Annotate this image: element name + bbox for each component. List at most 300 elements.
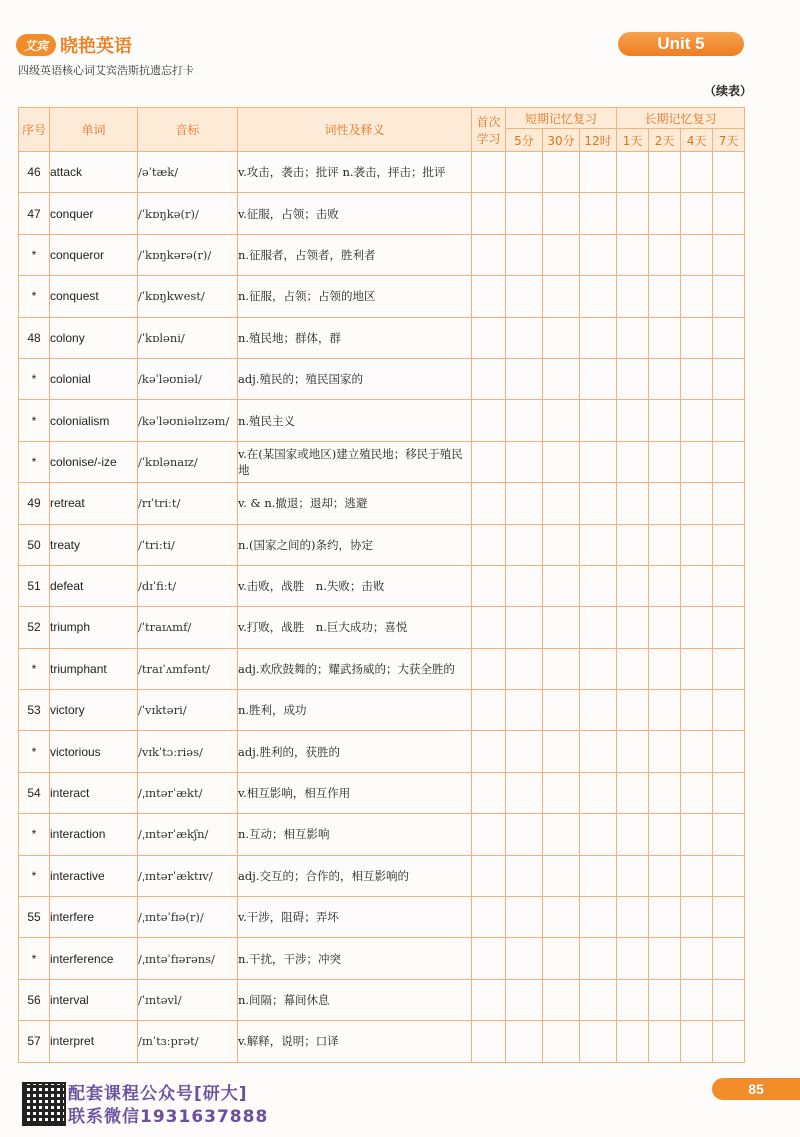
checkin-cell[interactable]: [649, 938, 681, 979]
row-word: attack: [50, 152, 138, 193]
row-number: 56: [19, 979, 50, 1020]
checkin-cell[interactable]: [543, 234, 580, 275]
checkin-cell[interactable]: [713, 607, 745, 648]
checkin-cell[interactable]: [617, 483, 649, 524]
checkin-cell[interactable]: [649, 234, 681, 275]
col-seq-header: 序号: [19, 108, 50, 152]
checkin-cell[interactable]: [649, 814, 681, 855]
col-short-term-header: 短期记忆复习: [506, 108, 617, 129]
row-number: 57: [19, 1021, 50, 1062]
checkin-cell[interactable]: [543, 358, 580, 399]
row-number: 51: [19, 565, 50, 606]
checkin-cell[interactable]: [506, 897, 543, 938]
row-word: interval: [50, 979, 138, 1020]
checkin-cell[interactable]: [543, 690, 580, 731]
checkin-cell[interactable]: [506, 607, 543, 648]
checkin-cell[interactable]: [713, 731, 745, 772]
checkin-cell[interactable]: [580, 524, 617, 565]
checkin-cell[interactable]: [649, 441, 681, 482]
checkin-cell[interactable]: [580, 814, 617, 855]
checkin-cell[interactable]: [617, 731, 649, 772]
checkin-cell[interactable]: [713, 565, 745, 606]
checkin-cell[interactable]: [649, 1021, 681, 1062]
row-word: colony: [50, 317, 138, 358]
checkin-cell[interactable]: [543, 855, 580, 896]
checkin-cell[interactable]: [506, 234, 543, 275]
row-number: 49: [19, 483, 50, 524]
checkin-cell[interactable]: [543, 483, 580, 524]
checkin-cell[interactable]: [543, 565, 580, 606]
checkin-cell[interactable]: [543, 607, 580, 648]
row-number: 54: [19, 772, 50, 813]
checkin-cell[interactable]: [713, 400, 745, 441]
checkin-cell[interactable]: [580, 317, 617, 358]
row-number: 52: [19, 607, 50, 648]
checkin-cell[interactable]: [472, 234, 506, 275]
checkin-cell[interactable]: [681, 607, 713, 648]
checkin-cell[interactable]: [713, 648, 745, 689]
checkin-cell[interactable]: [580, 152, 617, 193]
checkin-cell[interactable]: [472, 731, 506, 772]
checkin-cell[interactable]: [649, 565, 681, 606]
table-row: [19, 855, 745, 896]
checkin-cell[interactable]: [617, 193, 649, 234]
checkin-cell[interactable]: [681, 855, 713, 896]
row-number: *: [19, 358, 50, 399]
checkin-cell[interactable]: [506, 1021, 543, 1062]
checkin-cell[interactable]: [713, 814, 745, 855]
row-word: victorious: [50, 731, 138, 772]
row-phonetic: /ˈtriːti/: [138, 524, 238, 565]
footer-promo-line1: 配套课程公众号[研大]: [68, 1084, 248, 1104]
page-subtitle: 四级英语核心词艾宾浩斯抗遗忘打卡: [18, 64, 194, 77]
checkin-cell[interactable]: [543, 193, 580, 234]
table-row: [19, 193, 745, 234]
checkin-cell[interactable]: [681, 400, 713, 441]
checkin-cell[interactable]: [681, 648, 713, 689]
table-row: [19, 152, 745, 193]
checkin-cell[interactable]: [543, 441, 580, 482]
checkin-cell[interactable]: [649, 276, 681, 317]
checkin-cell[interactable]: [472, 441, 506, 482]
checkin-cell[interactable]: [580, 938, 617, 979]
checkin-cell[interactable]: [617, 897, 649, 938]
row-phonetic: /ˈɪntəvl/: [138, 979, 238, 1020]
checkin-cell[interactable]: [649, 731, 681, 772]
checkin-cell[interactable]: [681, 193, 713, 234]
checkin-cell[interactable]: [506, 483, 543, 524]
checkin-cell[interactable]: [617, 524, 649, 565]
checkin-cell[interactable]: [713, 193, 745, 234]
checkin-cell[interactable]: [580, 607, 617, 648]
checkin-cell[interactable]: [472, 483, 506, 524]
table-row: [19, 400, 745, 441]
checkin-cell[interactable]: [649, 690, 681, 731]
checkin-cell[interactable]: [472, 152, 506, 193]
checkin-cell[interactable]: [681, 814, 713, 855]
checkin-cell[interactable]: [580, 1021, 617, 1062]
row-phonetic: /traɪˈʌmfənt/: [138, 648, 238, 689]
interval-5min: 5分: [506, 129, 543, 152]
row-number: *: [19, 648, 50, 689]
interval-2day: 2天: [649, 129, 681, 152]
row-phonetic: /kəˈləʊniəl/: [138, 358, 238, 399]
checkin-cell[interactable]: [681, 690, 713, 731]
row-definition: v.征服，占领；击败: [238, 193, 472, 234]
vocab-table: [18, 107, 745, 1063]
checkin-cell[interactable]: [681, 234, 713, 275]
row-phonetic: /ˈtraɪʌmf/: [138, 607, 238, 648]
checkin-cell[interactable]: [472, 400, 506, 441]
checkin-cell[interactable]: [649, 152, 681, 193]
checkin-cell[interactable]: [472, 524, 506, 565]
row-word: conquest: [50, 276, 138, 317]
row-word: retreat: [50, 483, 138, 524]
checkin-cell[interactable]: [472, 193, 506, 234]
row-definition: n.征服者，占领者，胜利者: [238, 234, 472, 275]
checkin-cell[interactable]: [649, 855, 681, 896]
row-definition: n.胜利，成功: [238, 690, 472, 731]
table-row: [19, 483, 745, 524]
col-phonetic-header: 音标: [138, 108, 238, 152]
checkin-cell[interactable]: [580, 400, 617, 441]
checkin-cell[interactable]: [649, 648, 681, 689]
row-word: colonialism: [50, 400, 138, 441]
checkin-cell[interactable]: [506, 979, 543, 1020]
checkin-cell[interactable]: [543, 814, 580, 855]
table-row: [19, 897, 745, 938]
checkin-cell[interactable]: [506, 276, 543, 317]
table-row: [19, 938, 745, 979]
row-definition: n.(国家之间的)条约，协定: [238, 524, 472, 565]
row-phonetic: /ˈkɒŋkərə(r)/: [138, 234, 238, 275]
interval-12h: 12时: [580, 129, 617, 152]
row-word: colonise/-ize: [50, 441, 138, 482]
checkin-cell[interactable]: [472, 855, 506, 896]
checkin-cell[interactable]: [681, 772, 713, 813]
row-phonetic: /rɪˈtriːt/: [138, 483, 238, 524]
checkin-cell[interactable]: [713, 938, 745, 979]
checkin-cell[interactable]: [681, 317, 713, 358]
checkin-cell[interactable]: [543, 938, 580, 979]
checkin-cell[interactable]: [617, 690, 649, 731]
checkin-cell[interactable]: [506, 855, 543, 896]
row-phonetic: /ˌɪntərˈæktɪv/: [138, 855, 238, 896]
checkin-cell[interactable]: [506, 152, 543, 193]
checkin-cell[interactable]: [617, 938, 649, 979]
checkin-cell[interactable]: [617, 317, 649, 358]
row-definition: adj.胜利的，获胜的: [238, 731, 472, 772]
row-number: *: [19, 731, 50, 772]
checkin-cell[interactable]: [580, 441, 617, 482]
checkin-cell[interactable]: [580, 358, 617, 399]
checkin-cell[interactable]: [543, 524, 580, 565]
checkin-cell[interactable]: [681, 152, 713, 193]
row-phonetic: /ˌɪntərˈækt/: [138, 772, 238, 813]
table-row: [19, 276, 745, 317]
checkin-cell[interactable]: [543, 1021, 580, 1062]
row-number: *: [19, 855, 50, 896]
row-definition: v.攻击，袭击；批评 n.袭击，抨击；批评: [238, 152, 472, 193]
row-phonetic: /ˌɪntərˈækʃn/: [138, 814, 238, 855]
checkin-cell[interactable]: [580, 897, 617, 938]
row-definition: n.殖民主义: [238, 400, 472, 441]
row-phonetic: /ˌɪntəˈfɪə(r)/: [138, 897, 238, 938]
row-word: triumph: [50, 607, 138, 648]
checkin-cell[interactable]: [580, 690, 617, 731]
row-phonetic: /vɪkˈtɔːriəs/: [138, 731, 238, 772]
row-definition: v.干涉，阻碍；弄坏: [238, 897, 472, 938]
checkin-cell[interactable]: [506, 317, 543, 358]
table-row: [19, 814, 745, 855]
checkin-cell[interactable]: [472, 317, 506, 358]
row-definition: v.击败，战胜 n.失败；击败: [238, 565, 472, 606]
checkin-cell[interactable]: [580, 855, 617, 896]
checkin-cell[interactable]: [649, 317, 681, 358]
row-word: interference: [50, 938, 138, 979]
row-number: *: [19, 938, 50, 979]
checkin-cell[interactable]: [506, 731, 543, 772]
checkin-cell[interactable]: [472, 772, 506, 813]
checkin-cell[interactable]: [580, 648, 617, 689]
checkin-cell[interactable]: [543, 979, 580, 1020]
row-definition: v.相互影响，相互作用: [238, 772, 472, 813]
checkin-cell[interactable]: [506, 358, 543, 399]
checkin-cell[interactable]: [681, 1021, 713, 1062]
checkin-cell[interactable]: [543, 400, 580, 441]
row-number: *: [19, 814, 50, 855]
row-word: interfere: [50, 897, 138, 938]
interval-7day: 7天: [713, 129, 745, 152]
row-phonetic: /ɪnˈtɜːprət/: [138, 1021, 238, 1062]
checkin-cell[interactable]: [472, 607, 506, 648]
row-word: victory: [50, 690, 138, 731]
row-definition: n.殖民地；群体，群: [238, 317, 472, 358]
checkin-cell[interactable]: [617, 772, 649, 813]
row-number: *: [19, 276, 50, 317]
row-definition: v. & n.撤退；退却；逃避: [238, 483, 472, 524]
table-row: [19, 772, 745, 813]
checkin-cell[interactable]: [543, 731, 580, 772]
checkin-cell[interactable]: [713, 152, 745, 193]
checkin-cell[interactable]: [681, 731, 713, 772]
checkin-cell[interactable]: [713, 897, 745, 938]
checkin-cell[interactable]: [543, 276, 580, 317]
checkin-cell[interactable]: [617, 358, 649, 399]
checkin-cell[interactable]: [506, 400, 543, 441]
checkin-cell[interactable]: [472, 979, 506, 1020]
checkin-cell[interactable]: [543, 152, 580, 193]
checkin-cell[interactable]: [472, 358, 506, 399]
row-word: treaty: [50, 524, 138, 565]
row-word: triumphant: [50, 648, 138, 689]
checkin-cell[interactable]: [543, 897, 580, 938]
qr-code-icon: [22, 1082, 66, 1126]
checkin-cell[interactable]: [649, 358, 681, 399]
checkin-cell[interactable]: [681, 441, 713, 482]
checkin-cell[interactable]: [472, 648, 506, 689]
row-number: *: [19, 234, 50, 275]
checkin-cell[interactable]: [617, 276, 649, 317]
checkin-cell[interactable]: [649, 607, 681, 648]
checkin-cell[interactable]: [506, 814, 543, 855]
checkin-cell[interactable]: [713, 690, 745, 731]
checkin-cell[interactable]: [681, 979, 713, 1020]
checkin-cell[interactable]: [649, 772, 681, 813]
row-word: colonial: [50, 358, 138, 399]
checkin-cell[interactable]: [472, 938, 506, 979]
checkin-cell[interactable]: [472, 276, 506, 317]
row-phonetic: /kəˈləʊniəlɪzəm/: [138, 400, 238, 441]
row-definition: n.互动；相互影响: [238, 814, 472, 855]
checkin-cell[interactable]: [506, 690, 543, 731]
checkin-cell[interactable]: [713, 234, 745, 275]
row-number: 48: [19, 317, 50, 358]
checkin-cell[interactable]: [617, 814, 649, 855]
checkin-cell[interactable]: [617, 234, 649, 275]
checkin-cell[interactable]: [713, 524, 745, 565]
checkin-cell[interactable]: [506, 441, 543, 482]
checkin-cell[interactable]: [580, 483, 617, 524]
checkin-cell[interactable]: [649, 483, 681, 524]
checkin-cell[interactable]: [681, 483, 713, 524]
row-definition: v.打败，战胜 n.巨大成功；喜悦: [238, 607, 472, 648]
row-definition: n.干扰，干涉；冲突: [238, 938, 472, 979]
checkin-cell[interactable]: [506, 565, 543, 606]
row-word: interpret: [50, 1021, 138, 1062]
table-row: [19, 1021, 745, 1062]
continued-label: （续表）: [703, 84, 752, 98]
checkin-cell[interactable]: [506, 772, 543, 813]
brand-name: 晓艳英语: [60, 36, 132, 57]
page-number: 85: [712, 1078, 800, 1100]
row-number: 53: [19, 690, 50, 731]
checkin-cell[interactable]: [713, 358, 745, 399]
checkin-cell[interactable]: [617, 565, 649, 606]
checkin-cell[interactable]: [713, 276, 745, 317]
row-definition: n.征服，占领；占领的地区: [238, 276, 472, 317]
table-row: [19, 441, 745, 482]
checkin-cell[interactable]: [580, 276, 617, 317]
checkin-cell[interactable]: [713, 441, 745, 482]
table-row: [19, 358, 745, 399]
checkin-cell[interactable]: [681, 897, 713, 938]
checkin-cell[interactable]: [580, 772, 617, 813]
checkin-cell[interactable]: [681, 938, 713, 979]
row-word: interactive: [50, 855, 138, 896]
table-row: [19, 648, 745, 689]
row-phonetic: /ˌɪntəˈfɪərəns/: [138, 938, 238, 979]
table-row: [19, 524, 745, 565]
checkin-cell[interactable]: [580, 234, 617, 275]
checkin-cell[interactable]: [472, 690, 506, 731]
interval-30min: 30分: [543, 129, 580, 152]
row-definition: n.间隔；幕间休息: [238, 979, 472, 1020]
checkin-cell[interactable]: [649, 979, 681, 1020]
checkin-cell[interactable]: [681, 565, 713, 606]
checkin-cell[interactable]: [713, 1021, 745, 1062]
row-phonetic: /ˈkɒŋkwest/: [138, 276, 238, 317]
checkin-cell[interactable]: [617, 607, 649, 648]
row-number: 47: [19, 193, 50, 234]
row-word: conqueror: [50, 234, 138, 275]
checkin-cell[interactable]: [617, 152, 649, 193]
checkin-cell[interactable]: [617, 648, 649, 689]
checkin-cell[interactable]: [543, 772, 580, 813]
checkin-cell[interactable]: [472, 897, 506, 938]
checkin-cell[interactable]: [543, 317, 580, 358]
checkin-cell[interactable]: [617, 979, 649, 1020]
row-definition: adj.欢欣鼓舞的；耀武扬威的；大获全胜的: [238, 648, 472, 689]
checkin-cell[interactable]: [617, 855, 649, 896]
checkin-cell[interactable]: [681, 358, 713, 399]
row-phonetic: /əˈtæk/: [138, 152, 238, 193]
interval-4day: 4天: [681, 129, 713, 152]
row-phonetic: /ˈkɒləni/: [138, 317, 238, 358]
checkin-cell[interactable]: [472, 565, 506, 606]
vocab-rows: [19, 152, 745, 1063]
checkin-cell[interactable]: [580, 565, 617, 606]
table-row: [19, 607, 745, 648]
checkin-cell[interactable]: [580, 979, 617, 1020]
brand-logo: [16, 32, 132, 58]
checkin-cell[interactable]: [681, 276, 713, 317]
checkin-cell[interactable]: [506, 648, 543, 689]
checkin-cell[interactable]: [472, 814, 506, 855]
row-phonetic: /ˈkɒŋkə(r)/: [138, 193, 238, 234]
row-definition: adj.交互的；合作的，相互影响的: [238, 855, 472, 896]
checkin-cell[interactable]: [472, 1021, 506, 1062]
checkin-cell[interactable]: [617, 400, 649, 441]
table-row: [19, 731, 745, 772]
row-number: *: [19, 400, 50, 441]
col-word-header: 单词: [50, 108, 138, 152]
checkin-cell[interactable]: [506, 193, 543, 234]
col-first-study-header: 首次学习: [472, 108, 506, 152]
table-row: [19, 234, 745, 275]
row-phonetic: /dɪˈfiːt/: [138, 565, 238, 606]
footer-promo-line2: 联系微信1931637888: [68, 1107, 269, 1127]
table-row: [19, 690, 745, 731]
checkin-cell[interactable]: [681, 524, 713, 565]
checkin-cell[interactable]: [506, 938, 543, 979]
checkin-cell[interactable]: [713, 317, 745, 358]
logo-badge: 艾宾: [16, 34, 56, 56]
row-phonetic: /ˈkɒlənaɪz/: [138, 441, 238, 482]
checkin-cell[interactable]: [649, 897, 681, 938]
checkin-cell[interactable]: [617, 1021, 649, 1062]
checkin-cell[interactable]: [713, 772, 745, 813]
checkin-cell[interactable]: [649, 524, 681, 565]
checkin-cell[interactable]: [649, 193, 681, 234]
checkin-cell[interactable]: [580, 731, 617, 772]
col-long-term-header: 长期记忆复习: [617, 108, 745, 129]
checkin-cell[interactable]: [649, 400, 681, 441]
row-number: *: [19, 441, 50, 482]
checkin-cell[interactable]: [506, 524, 543, 565]
checkin-cell[interactable]: [713, 483, 745, 524]
checkin-cell[interactable]: [713, 855, 745, 896]
checkin-cell[interactable]: [617, 441, 649, 482]
checkin-cell[interactable]: [543, 648, 580, 689]
row-word: defeat: [50, 565, 138, 606]
row-number: 50: [19, 524, 50, 565]
checkin-cell[interactable]: [713, 979, 745, 1020]
page-header: [0, 0, 800, 100]
row-word: conquer: [50, 193, 138, 234]
checkin-cell[interactable]: [580, 193, 617, 234]
row-number: 55: [19, 897, 50, 938]
